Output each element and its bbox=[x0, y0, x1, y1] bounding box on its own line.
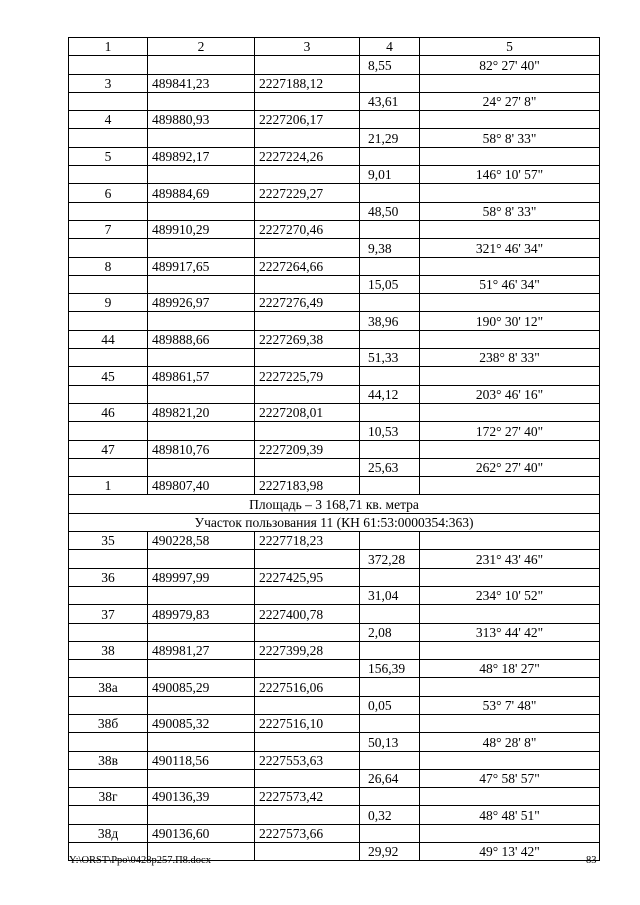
empty-cell bbox=[69, 422, 148, 440]
point-y: 2227269,38 bbox=[255, 330, 360, 348]
empty-cell bbox=[148, 458, 255, 476]
segment-row bbox=[69, 696, 600, 714]
point-id: 38б bbox=[69, 714, 148, 732]
header-col-5: 5 bbox=[420, 38, 600, 56]
segment-distance: 31,04 bbox=[360, 586, 420, 604]
empty-cell bbox=[255, 733, 360, 751]
empty-cell bbox=[420, 147, 600, 165]
segment-distance: 0,32 bbox=[360, 806, 420, 824]
empty-cell bbox=[148, 92, 255, 110]
page-number: 83 bbox=[586, 855, 597, 866]
header-row bbox=[69, 38, 600, 56]
point-y: 2227183,98 bbox=[255, 477, 360, 495]
segment-row bbox=[69, 623, 600, 641]
point-y: 2227209,39 bbox=[255, 440, 360, 458]
point-x: 489884,69 bbox=[148, 184, 255, 202]
empty-cell bbox=[69, 806, 148, 824]
empty-cell bbox=[360, 751, 420, 769]
empty-cell bbox=[360, 678, 420, 696]
header-col-2: 2 bbox=[148, 38, 255, 56]
segment-angle: 47° 58' 57" bbox=[420, 769, 600, 787]
empty-cell bbox=[360, 788, 420, 806]
empty-cell bbox=[255, 623, 360, 641]
point-y: 2227206,17 bbox=[255, 111, 360, 129]
empty-cell bbox=[148, 312, 255, 330]
segment-distance: 51,33 bbox=[360, 349, 420, 367]
empty-cell bbox=[360, 568, 420, 586]
empty-cell bbox=[69, 129, 148, 147]
empty-cell bbox=[148, 806, 255, 824]
point-x: 489821,20 bbox=[148, 403, 255, 421]
empty-cell bbox=[360, 294, 420, 312]
segment-angle: 58° 8' 33" bbox=[420, 202, 600, 220]
empty-cell bbox=[360, 257, 420, 275]
point-id: 37 bbox=[69, 605, 148, 623]
point-x: 489910,29 bbox=[148, 220, 255, 238]
empty-cell bbox=[360, 111, 420, 129]
empty-cell bbox=[69, 458, 148, 476]
merged-row bbox=[69, 513, 600, 531]
empty-cell bbox=[255, 92, 360, 110]
empty-cell bbox=[255, 239, 360, 257]
empty-cell bbox=[69, 275, 148, 293]
segment-angle: 48° 28' 8" bbox=[420, 733, 600, 751]
empty-cell bbox=[255, 349, 360, 367]
empty-cell bbox=[255, 385, 360, 403]
empty-cell bbox=[360, 367, 420, 385]
empty-cell bbox=[420, 257, 600, 275]
empty-cell bbox=[255, 586, 360, 604]
empty-cell bbox=[420, 568, 600, 586]
segment-angle: 313° 44' 42" bbox=[420, 623, 600, 641]
empty-cell bbox=[148, 349, 255, 367]
segment-row bbox=[69, 239, 600, 257]
point-id: 7 bbox=[69, 220, 148, 238]
point-y: 2227270,46 bbox=[255, 220, 360, 238]
segment-angle: 172° 27' 40" bbox=[420, 422, 600, 440]
point-y: 2227399,28 bbox=[255, 641, 360, 659]
point-x: 490136,60 bbox=[148, 824, 255, 842]
segment-angle: 48° 48' 51" bbox=[420, 806, 600, 824]
point-x: 489861,57 bbox=[148, 367, 255, 385]
empty-cell bbox=[420, 714, 600, 732]
empty-cell bbox=[255, 166, 360, 184]
empty-cell bbox=[360, 641, 420, 659]
empty-cell bbox=[148, 660, 255, 678]
empty-cell bbox=[69, 660, 148, 678]
empty-cell bbox=[255, 312, 360, 330]
point-x: 489892,17 bbox=[148, 147, 255, 165]
point-x: 489880,93 bbox=[148, 111, 255, 129]
point-id: 4 bbox=[69, 111, 148, 129]
empty-cell bbox=[420, 111, 600, 129]
point-x: 489810,76 bbox=[148, 440, 255, 458]
segment-distance: 10,53 bbox=[360, 422, 420, 440]
merged-row bbox=[69, 495, 600, 513]
segment-row bbox=[69, 92, 600, 110]
point-id: 45 bbox=[69, 367, 148, 385]
empty-cell bbox=[69, 239, 148, 257]
point-y: 2227553,63 bbox=[255, 751, 360, 769]
segment-angle: 53° 7' 48" bbox=[420, 696, 600, 714]
empty-cell bbox=[69, 92, 148, 110]
empty-cell bbox=[69, 56, 148, 74]
empty-cell bbox=[69, 696, 148, 714]
empty-cell bbox=[69, 385, 148, 403]
empty-cell bbox=[360, 440, 420, 458]
segment-angle: 190° 30' 12" bbox=[420, 312, 600, 330]
empty-cell bbox=[148, 422, 255, 440]
point-x: 490118,56 bbox=[148, 751, 255, 769]
point-x: 490085,29 bbox=[148, 678, 255, 696]
empty-cell bbox=[69, 586, 148, 604]
point-y: 2227400,78 bbox=[255, 605, 360, 623]
point-row bbox=[69, 751, 600, 769]
empty-cell bbox=[255, 696, 360, 714]
point-y: 2227208,01 bbox=[255, 403, 360, 421]
empty-cell bbox=[360, 184, 420, 202]
segment-distance: 0,05 bbox=[360, 696, 420, 714]
empty-cell bbox=[360, 220, 420, 238]
empty-cell bbox=[148, 202, 255, 220]
empty-cell bbox=[148, 550, 255, 568]
point-row bbox=[69, 74, 600, 92]
segment-distance: 21,29 bbox=[360, 129, 420, 147]
empty-cell bbox=[360, 74, 420, 92]
segment-distance: 43,61 bbox=[360, 92, 420, 110]
empty-cell bbox=[360, 330, 420, 348]
point-x: 489997,99 bbox=[148, 568, 255, 586]
point-x: 490136,39 bbox=[148, 788, 255, 806]
empty-cell bbox=[360, 714, 420, 732]
segment-row bbox=[69, 550, 600, 568]
empty-cell bbox=[420, 440, 600, 458]
point-x: 489841,23 bbox=[148, 74, 255, 92]
point-id: 38а bbox=[69, 678, 148, 696]
empty-cell bbox=[420, 751, 600, 769]
point-y: 2227225,79 bbox=[255, 367, 360, 385]
empty-cell bbox=[255, 806, 360, 824]
empty-cell bbox=[255, 769, 360, 787]
empty-cell bbox=[420, 294, 600, 312]
empty-cell bbox=[255, 275, 360, 293]
empty-cell bbox=[420, 532, 600, 550]
point-y: 2227425,95 bbox=[255, 568, 360, 586]
segment-angle: 146° 10' 57" bbox=[420, 166, 600, 184]
segment-distance: 26,64 bbox=[360, 769, 420, 787]
segment-row bbox=[69, 349, 600, 367]
point-id: 6 bbox=[69, 184, 148, 202]
point-row bbox=[69, 568, 600, 586]
segment-distance: 8,55 bbox=[360, 56, 420, 74]
file-path: Y:\ORST\Ppo\0428p257.П8.docx bbox=[69, 855, 211, 866]
segment-distance: 25,63 bbox=[360, 458, 420, 476]
segment-angle: 49° 13' 42" bbox=[420, 843, 600, 861]
point-y: 2227188,12 bbox=[255, 74, 360, 92]
point-id: 38в bbox=[69, 751, 148, 769]
point-id: 47 bbox=[69, 440, 148, 458]
empty-cell bbox=[360, 477, 420, 495]
segment-angle: 58° 8' 33" bbox=[420, 129, 600, 147]
point-id: 38д bbox=[69, 824, 148, 842]
empty-cell bbox=[148, 769, 255, 787]
empty-cell bbox=[69, 623, 148, 641]
point-y: 2227224,26 bbox=[255, 147, 360, 165]
point-y: 2227573,66 bbox=[255, 824, 360, 842]
point-row bbox=[69, 440, 600, 458]
point-y: 2227229,27 bbox=[255, 184, 360, 202]
empty-cell bbox=[360, 824, 420, 842]
segment-row bbox=[69, 129, 600, 147]
point-row bbox=[69, 257, 600, 275]
segment-angle: 231° 43' 46" bbox=[420, 550, 600, 568]
empty-cell bbox=[148, 586, 255, 604]
point-row bbox=[69, 367, 600, 385]
point-row bbox=[69, 147, 600, 165]
merged-text: Площадь – 3 168,71 кв. метра bbox=[69, 495, 600, 513]
segment-distance: 9,38 bbox=[360, 239, 420, 257]
empty-cell bbox=[255, 422, 360, 440]
header-col-4: 4 bbox=[360, 38, 420, 56]
segment-angle: 24° 27' 8" bbox=[420, 92, 600, 110]
empty-cell bbox=[69, 349, 148, 367]
empty-cell bbox=[148, 385, 255, 403]
point-id: 38 bbox=[69, 641, 148, 659]
empty-cell bbox=[420, 367, 600, 385]
segment-row bbox=[69, 806, 600, 824]
segment-row bbox=[69, 275, 600, 293]
empty-cell bbox=[420, 477, 600, 495]
segment-angle: 82° 27' 40" bbox=[420, 56, 600, 74]
segment-distance: 29,92 bbox=[360, 843, 420, 861]
point-id: 46 bbox=[69, 403, 148, 421]
merged-text: Участок пользования 11 (КН 61:53:0000354:363) bbox=[69, 513, 600, 531]
point-x: 489926,97 bbox=[148, 294, 255, 312]
point-id: 8 bbox=[69, 257, 148, 275]
empty-cell bbox=[148, 696, 255, 714]
point-x: 490085,32 bbox=[148, 714, 255, 732]
empty-cell bbox=[420, 220, 600, 238]
point-x: 489979,83 bbox=[148, 605, 255, 623]
segment-row bbox=[69, 660, 600, 678]
segment-row bbox=[69, 312, 600, 330]
empty-cell bbox=[360, 605, 420, 623]
segment-row bbox=[69, 166, 600, 184]
table-body bbox=[69, 56, 600, 861]
empty-cell bbox=[69, 733, 148, 751]
point-y: 2227264,66 bbox=[255, 257, 360, 275]
point-row bbox=[69, 788, 600, 806]
segment-angle: 234° 10' 52" bbox=[420, 586, 600, 604]
point-x: 489888,66 bbox=[148, 330, 255, 348]
empty-cell bbox=[420, 605, 600, 623]
point-id: 5 bbox=[69, 147, 148, 165]
segment-distance: 38,96 bbox=[360, 312, 420, 330]
empty-cell bbox=[360, 147, 420, 165]
point-row bbox=[69, 678, 600, 696]
point-row bbox=[69, 330, 600, 348]
empty-cell bbox=[420, 330, 600, 348]
empty-cell bbox=[420, 641, 600, 659]
point-row bbox=[69, 532, 600, 550]
empty-cell bbox=[360, 532, 420, 550]
segment-distance: 9,01 bbox=[360, 166, 420, 184]
segment-angle: 321° 46' 34" bbox=[420, 239, 600, 257]
point-row bbox=[69, 294, 600, 312]
empty-cell bbox=[255, 129, 360, 147]
point-id: 38г bbox=[69, 788, 148, 806]
empty-cell bbox=[148, 275, 255, 293]
segment-distance: 2,08 bbox=[360, 623, 420, 641]
empty-cell bbox=[69, 166, 148, 184]
point-id: 44 bbox=[69, 330, 148, 348]
empty-cell bbox=[148, 56, 255, 74]
point-x: 489807,40 bbox=[148, 477, 255, 495]
empty-cell bbox=[148, 166, 255, 184]
empty-cell bbox=[420, 824, 600, 842]
segment-distance: 372,28 bbox=[360, 550, 420, 568]
empty-cell bbox=[360, 403, 420, 421]
empty-cell bbox=[148, 623, 255, 641]
point-y: 2227516,10 bbox=[255, 714, 360, 732]
segment-row bbox=[69, 385, 600, 403]
empty-cell bbox=[420, 184, 600, 202]
empty-cell bbox=[69, 550, 148, 568]
empty-cell bbox=[255, 550, 360, 568]
segment-angle: 262° 27' 40" bbox=[420, 458, 600, 476]
point-y: 2227276,49 bbox=[255, 294, 360, 312]
point-id: 35 bbox=[69, 532, 148, 550]
empty-cell bbox=[255, 660, 360, 678]
point-y: 2227573,42 bbox=[255, 788, 360, 806]
empty-cell bbox=[420, 74, 600, 92]
point-x: 489981,27 bbox=[148, 641, 255, 659]
segment-angle: 203° 46' 16" bbox=[420, 385, 600, 403]
point-id: 36 bbox=[69, 568, 148, 586]
segment-angle: 51° 46' 34" bbox=[420, 275, 600, 293]
point-x: 490228,58 bbox=[148, 532, 255, 550]
segment-distance: 156,39 bbox=[360, 660, 420, 678]
empty-cell bbox=[255, 56, 360, 74]
point-id: 1 bbox=[69, 477, 148, 495]
header-col-3: 3 bbox=[255, 38, 360, 56]
segment-row bbox=[69, 769, 600, 787]
point-row bbox=[69, 641, 600, 659]
empty-cell bbox=[148, 733, 255, 751]
segment-distance: 50,13 bbox=[360, 733, 420, 751]
empty-cell bbox=[255, 202, 360, 220]
empty-cell bbox=[255, 458, 360, 476]
segment-distance: 48,50 bbox=[360, 202, 420, 220]
point-row bbox=[69, 403, 600, 421]
empty-cell bbox=[148, 239, 255, 257]
point-y: 2227718,23 bbox=[255, 532, 360, 550]
point-row bbox=[69, 824, 600, 842]
point-row bbox=[69, 714, 600, 732]
point-id: 9 bbox=[69, 294, 148, 312]
segment-angle: 238° 8' 33" bbox=[420, 349, 600, 367]
point-id: 3 bbox=[69, 74, 148, 92]
point-row bbox=[69, 477, 600, 495]
segment-distance: 44,12 bbox=[360, 385, 420, 403]
point-row bbox=[69, 220, 600, 238]
point-x: 489917,65 bbox=[148, 257, 255, 275]
empty-cell bbox=[420, 403, 600, 421]
segment-row bbox=[69, 458, 600, 476]
empty-cell bbox=[69, 769, 148, 787]
empty-cell bbox=[69, 312, 148, 330]
point-row bbox=[69, 111, 600, 129]
empty-cell bbox=[255, 843, 360, 861]
point-row bbox=[69, 184, 600, 202]
empty-cell bbox=[148, 129, 255, 147]
coordinates-table bbox=[68, 37, 600, 861]
segment-row bbox=[69, 56, 600, 74]
segment-angle: 48° 18' 27" bbox=[420, 660, 600, 678]
empty-cell bbox=[420, 678, 600, 696]
segment-row bbox=[69, 422, 600, 440]
segment-row bbox=[69, 202, 600, 220]
empty-cell bbox=[420, 788, 600, 806]
segment-row bbox=[69, 733, 600, 751]
point-y: 2227516,06 bbox=[255, 678, 360, 696]
segment-distance: 15,05 bbox=[360, 275, 420, 293]
header-col-1: 1 bbox=[69, 38, 148, 56]
point-row bbox=[69, 605, 600, 623]
segment-row bbox=[69, 586, 600, 604]
empty-cell bbox=[69, 202, 148, 220]
